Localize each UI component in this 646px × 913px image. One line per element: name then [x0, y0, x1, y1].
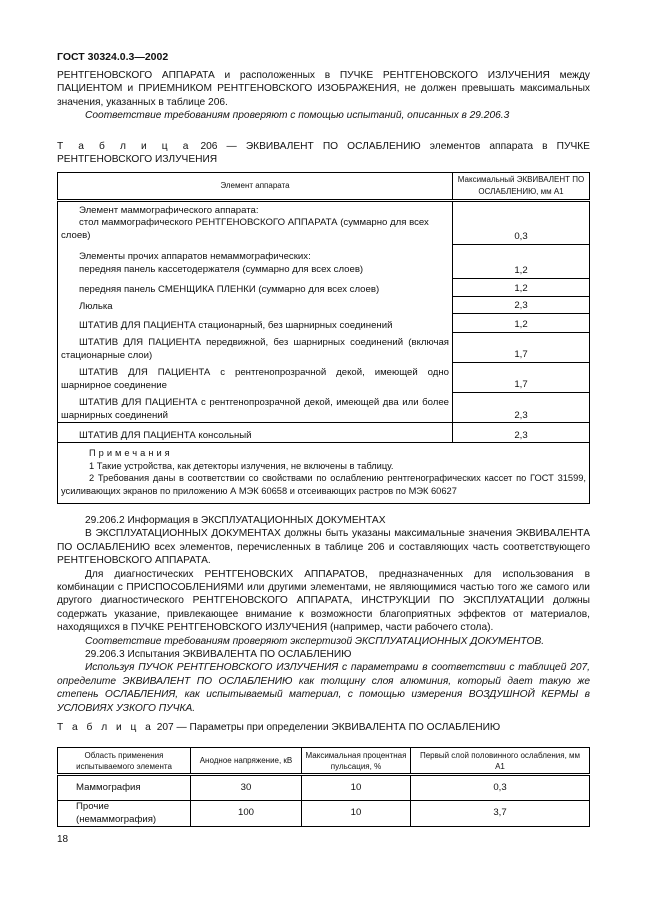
caption-text: 206 — ЭКВИВАЛЕНТ ПО ОСЛАБЛЕНИЮ элементов аппарата в ПУЧКЕ РЕНТГЕНОВСКОГО ИЗЛУЧЕНИЯ: [57, 141, 590, 165]
section-29-206-2: [57, 514, 590, 715]
cell: 0,3: [411, 775, 590, 801]
table-207-caption: [57, 722, 590, 735]
notes-title: Примечания: [89, 448, 173, 458]
row-value: 1,7: [453, 332, 590, 362]
cell: Маммография: [58, 775, 191, 801]
header-element: Элемент аппарата: [58, 173, 453, 201]
row-value: 1,2: [453, 244, 590, 278]
row-element: [58, 244, 453, 278]
header-value: Максимальный ЭКВИВАЛЕНТ ПО ОСЛАБЛЕНИЮ, мм А1: [453, 173, 590, 201]
caption-prefix: Т а б л и ц а: [57, 141, 192, 152]
row-value: 2,3: [453, 423, 590, 443]
row-element: ШТАТИВ ДЛЯ ПАЦИЕНТА с рентгенопрозрачной декой, имеющей два или более шарнирных соединений: [58, 392, 453, 423]
table-row: [58, 392, 590, 423]
row-element: ШТАТИВ ДЛЯ ПАЦИЕНТА стационарный, без шарнирных соединений: [58, 313, 453, 332]
table-row: [58, 362, 590, 392]
section-paragraph: Для диагностических РЕНТГЕНОВСКИХ АППАРАТОВ, предназначенных для использования в комбинации с ПРИСПОСОБЛЕНИЯМИ или другими элементами, не являющимися частью того же самого или другого диагностического РЕНТГЕНОВСКОГО АППАРАТА, ИНСТРУКЦИИ ПО ЭКСПЛУАТАЦИИ должны содержать указание, привлекающее внимание к возможности благоприятных эффектов от материалов, находящихся в ПУЧКЕ РЕНТГЕНОВСКОГО ИЗЛУЧЕНИЯ (например, части рабочего стола).: [57, 568, 590, 634]
table-206-caption: [57, 141, 590, 166]
table-row: [58, 801, 590, 827]
row-value: 1,7: [453, 362, 590, 392]
cell: 100: [191, 801, 302, 827]
table-row: [58, 278, 590, 296]
cell: 3,7: [411, 801, 590, 827]
caption-prefix: Т а б л и ц а: [57, 722, 154, 733]
table-row: [58, 332, 590, 362]
table-header-row: [58, 748, 590, 775]
intro-compliance: Соответствие требованиям проверяют с помощью испытаний, описанных в 29.206.3: [85, 110, 510, 122]
row-element: ШТАТИВ ДЛЯ ПАЦИЕНТА с рентгенопрозрачной декой, имеющей одно шарнирное соединение: [58, 362, 453, 392]
document-header: ГОСТ 30324.0.3—2002: [57, 51, 169, 63]
table-row: [58, 775, 590, 801]
section-title: 29.206.3 Испытания ЭКВИВАЛЕНТА ПО ОСЛАБЛЕНИЮ: [85, 649, 352, 661]
caption-text: 207 — Параметры при определении ЭКВИВАЛЕНТА ПО ОСЛАБЛЕНИЮ: [156, 722, 501, 733]
row-text: передняя панель кассетодержателя (суммарно для всех слоев): [79, 263, 364, 275]
table-207: [57, 747, 590, 827]
table-row: [58, 201, 590, 245]
cell: Прочие (немаммография): [58, 801, 191, 827]
row-element: передняя панель СМЕНЩИКА ПЛЕНКИ (суммарно для всех слоев): [58, 278, 453, 296]
row-element: Люлька: [58, 296, 453, 313]
row-value: 2,3: [453, 392, 590, 423]
section-title: 29.206.2 Информация в ЭКСПЛУАТАЦИОННЫХ ДОКУМЕНТАХ: [85, 515, 386, 526]
header-cell: Первый слой половинного ослабления, мм А1: [411, 748, 590, 775]
row-element: ШТАТИВ ДЛЯ ПАЦИЕНТА консольный: [58, 423, 453, 443]
intro-section: [57, 69, 590, 123]
table-row: [58, 423, 590, 443]
row-element: [58, 201, 453, 245]
page-number: 18: [57, 834, 69, 845]
intro-paragraph: РЕНТГЕНОВСКОГО АППАРАТА и расположенных в ПУЧКЕ РЕНТГЕНОВСКОГО ИЗЛУЧЕНИЯ между ПАЦИЕНТОМ и ПРИЕМНИКОМ РЕНТГЕНОВСКОГО ИЗОБРАЖЕНИЯ, не должен превышать максимальных значения, указанных в таблице 206.: [57, 70, 590, 108]
table-notes: [58, 443, 590, 504]
table-row: [58, 244, 590, 278]
row-value: 0,3: [453, 201, 590, 245]
cell: 30: [191, 775, 302, 801]
header-cell: Область применения испытываемого элемента: [58, 748, 191, 775]
row-value: 1,2: [453, 313, 590, 332]
row-group: Элементы прочих аппаратов немаммографических:: [79, 251, 311, 262]
table-row: [58, 296, 590, 313]
section-paragraph: В ЭКСПЛУАТАЦИОННЫХ ДОКУМЕНТАХ должны быть указаны максимальные значения ЭКВИВАЛЕНТА ПО ОСЛАБЛЕНИЮ всех элементов, перечисленных в таблице 206 и составляющих часть соответствующего РЕНТГЕНОВСКОГО АППАРАТА.: [57, 528, 590, 567]
row-group: Элемент маммографического аппарата:: [79, 204, 259, 216]
table-206: [57, 172, 590, 504]
table-header-row: [58, 173, 590, 201]
cell: 10: [302, 801, 411, 827]
note-item: 2 Требования даны в соответствии со свойствами по ослаблению рентгенографических кассет по ГОСТ 31599, усиливающих экранов по приложению А МЭК 60658 и отсеивающих растров по МЭК 60627: [61, 473, 586, 496]
row-element: ШТАТИВ ДЛЯ ПАЦИЕНТА передвижной, без шарнирных соединений (включая стационарные слои): [58, 332, 453, 362]
section-paragraph: Используя ПУЧОК РЕНТГЕНОВСКОГО ИЗЛУЧЕНИЯ с параметрами в соответствии с таблицей 207, определите ЭКВИВАЛЕНТ ПО ОСЛАБЛЕНИЮ как толщину слоя алюминия, который дает такую же степень ОСЛАБЛЕНИЯ, как испытываемый материал, с помощью измерения ВОЗДУШНОЙ КЕРМЫ в УСЛОВИЯХ УЗКОГО ПУЧКА.: [57, 662, 590, 714]
section-compliance: Соответствие требованиям проверяют экспертизой ЭКСПЛУАТАЦИОННЫХ ДОКУМЕНТОВ.: [85, 635, 545, 647]
cell: 10: [302, 775, 411, 801]
header-cell: Анодное напряжение, кВ: [191, 748, 302, 775]
row-value: 2,3: [453, 296, 590, 313]
header-cell: Максимальная процентная пульсация, %: [302, 748, 411, 775]
table-row: [58, 313, 590, 332]
note-item: 1 Такие устройства, как детекторы излучения, не включены в таблицу.: [89, 460, 394, 471]
row-text: стол маммографического РЕНТГЕНОВСКОГО АППАРАТА (суммарно для всех слоев): [61, 217, 429, 241]
row-value: 1,2: [453, 278, 590, 296]
